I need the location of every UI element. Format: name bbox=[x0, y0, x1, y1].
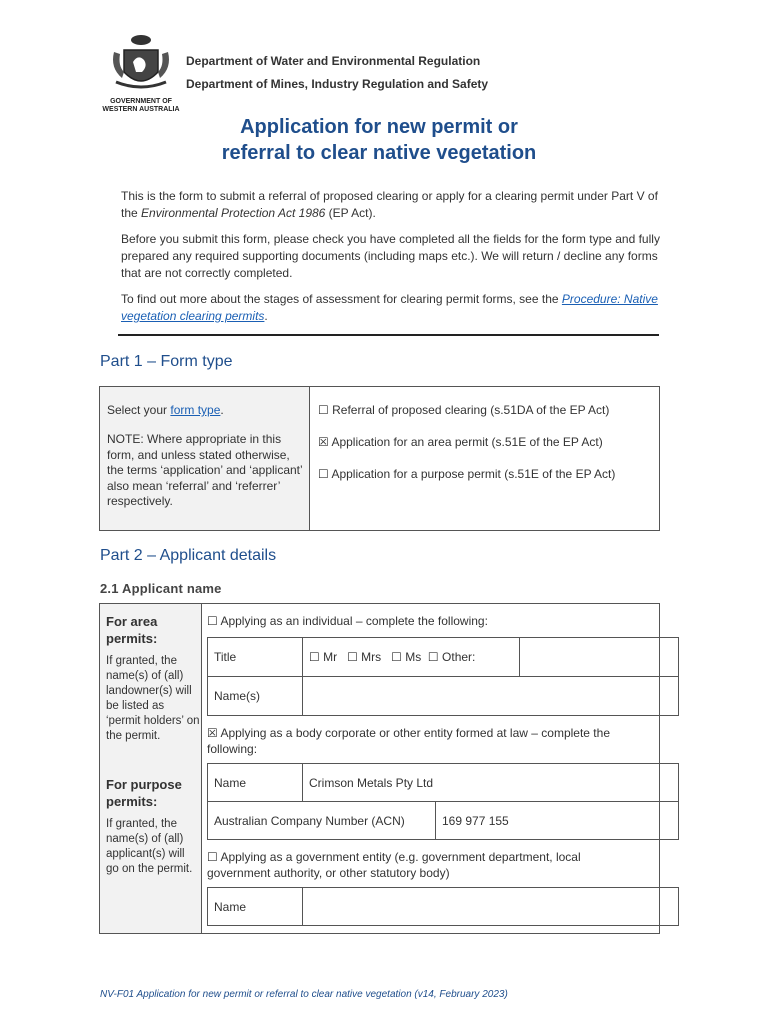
names-field[interactable] bbox=[302, 676, 679, 716]
permit-notes-column bbox=[100, 604, 202, 933]
applying-body-corporate[interactable] bbox=[207, 725, 653, 757]
acn-label: Australian Company Number (ACN) bbox=[214, 813, 405, 828]
company-name-field[interactable] bbox=[302, 763, 679, 802]
gov-name-field[interactable] bbox=[302, 887, 679, 926]
procedure-text-end: . bbox=[264, 309, 268, 323]
select-suffix: . bbox=[220, 403, 224, 417]
checkbox-unchecked-icon[interactable]: ☐ bbox=[318, 467, 329, 481]
option-purpose-permit[interactable] bbox=[318, 467, 615, 482]
title-options-cell[interactable] bbox=[302, 637, 520, 677]
applying-government-entity[interactable] bbox=[207, 849, 627, 881]
body-corporate-label: Applying as a body corporate or other entity formed at law – complete the following: bbox=[207, 726, 610, 756]
checkbox-unchecked-icon[interactable]: ☐ bbox=[318, 403, 329, 417]
intro-paragraph-2: Before you submit this form, please check you have completed all the fields for the form type and fully prepared any required supporting documents (including maps etc.). We will return / decline any forms that are not correctly completed. bbox=[121, 232, 660, 280]
title-options[interactable]: ☐ Mr ☐ Mrs ☐ Ms ☐ Other: bbox=[309, 650, 476, 664]
names-label-cell bbox=[207, 676, 303, 716]
act-name: Environmental Protection Act 1986 bbox=[141, 206, 326, 220]
area-permits-text: If granted, the name(s) of (all) landowner(s) will be listed as ‘permit holders’ on the permit. bbox=[106, 655, 200, 742]
checkbox-checked-icon[interactable]: ☒ bbox=[207, 726, 218, 740]
part2-heading: Part 2 – Applicant details bbox=[100, 547, 277, 564]
note-text: NOTE: Where appropriate in this form, and unless stated otherwise, the terms ‘application’ and ‘applicant’ also mean ‘referral’ and ‘referrer’ respectively. bbox=[107, 432, 303, 509]
divider bbox=[118, 334, 659, 336]
company-name-value[interactable]: Crimson Metals Pty Ltd bbox=[309, 775, 434, 790]
option-referral[interactable] bbox=[318, 403, 609, 418]
option-label: Referral of proposed clearing (s.51DA of the EP Act) bbox=[332, 403, 610, 417]
checkbox-checked-icon[interactable]: ☒ bbox=[318, 435, 329, 449]
gov-name-label: Name bbox=[214, 899, 247, 914]
gov-name-label-cell bbox=[207, 887, 303, 926]
intro-text: This is the form to submit a referral of proposed clearing or apply for a clearing permit under Part V of the bbox=[121, 189, 658, 220]
title-line-2: referral to clear native vegetation bbox=[221, 142, 537, 164]
name-label: Name bbox=[214, 775, 247, 790]
department-name-1: Department of Water and Environmental Regulation bbox=[186, 54, 481, 68]
procedure-link[interactable]: Procedure: Native vegetation clearing permits bbox=[121, 292, 658, 323]
purpose-permits-heading: For purpose permits: bbox=[106, 777, 182, 809]
option-label: Application for a purpose permit (s.51E of the EP Act) bbox=[331, 467, 616, 481]
checkbox-unchecked-icon[interactable]: ☐ bbox=[207, 614, 218, 628]
form-type-table bbox=[99, 386, 660, 531]
option-label: Application for an area permit (s.51E of the EP Act) bbox=[331, 435, 603, 449]
title-line-1: Application for new permit or bbox=[240, 116, 518, 138]
government-label bbox=[96, 98, 186, 114]
title-label: Title bbox=[214, 650, 237, 664]
intro-paragraph-3 bbox=[121, 291, 661, 325]
select-prefix: Select your bbox=[107, 403, 171, 417]
acn-value[interactable]: 169 977 155 bbox=[442, 813, 509, 828]
title-label-cell bbox=[207, 637, 303, 677]
intro-text-end: (EP Act). bbox=[325, 206, 376, 220]
applicant-name-subheading: 2.1 Applicant name bbox=[100, 581, 222, 596]
government-entity-label: Applying as a government entity (e.g. government department, local government authority, or other statutory body) bbox=[207, 850, 581, 880]
names-label: Name(s) bbox=[214, 689, 261, 703]
procedure-intro-text: To find out more about the stages of assessment for clearing permit forms, see the bbox=[121, 292, 562, 306]
gov-label-line2: WESTERN AUSTRALIA bbox=[102, 106, 180, 113]
area-permits-heading: For area permits: bbox=[106, 614, 158, 646]
intro-paragraph-1 bbox=[121, 188, 661, 222]
title-other-field[interactable] bbox=[519, 637, 679, 677]
applicant-table bbox=[99, 603, 660, 934]
select-form-type bbox=[107, 403, 224, 418]
individual-label: Applying as an individual – complete the following: bbox=[220, 614, 488, 628]
form-type-link[interactable]: form type bbox=[170, 403, 221, 417]
acn-label-cell bbox=[207, 801, 436, 840]
footer-text: NV-F01 Application for new permit or referral to clear native vegetation (v14, February 2023) bbox=[100, 989, 508, 1000]
department-name-2: Department of Mines, Industry Regulation and Safety bbox=[186, 77, 489, 91]
part1-heading: Part 1 – Form type bbox=[100, 353, 233, 370]
option-area-permit[interactable] bbox=[318, 435, 603, 450]
gov-label-line1: GOVERNMENT OF bbox=[110, 98, 172, 105]
form-type-instructions bbox=[100, 387, 310, 530]
purpose-permits-text: If granted, the name(s) of (all) applicant(s) will go on the permit. bbox=[106, 818, 193, 875]
checkbox-unchecked-icon[interactable]: ☐ bbox=[207, 850, 218, 864]
acn-field[interactable] bbox=[435, 801, 679, 840]
name-label-cell bbox=[207, 763, 303, 802]
page-title bbox=[120, 114, 638, 166]
applying-individual[interactable] bbox=[207, 614, 488, 629]
